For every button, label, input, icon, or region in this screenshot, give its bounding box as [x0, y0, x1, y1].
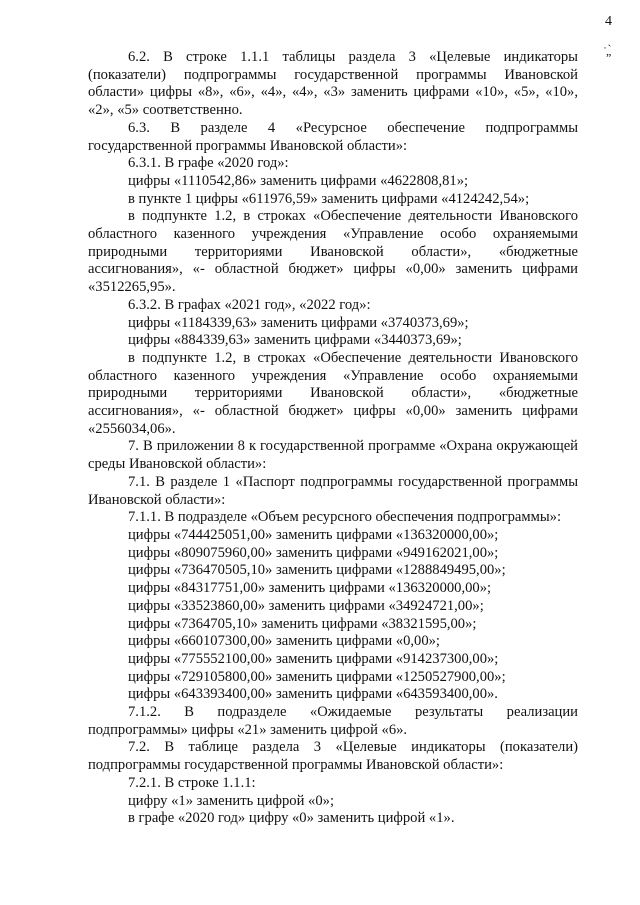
corner-mark: ˙„̀	[603, 44, 611, 58]
list-item: цифры «1184339,63» заменить цифрами «3740373,69»;	[128, 314, 469, 331]
list-item: цифру «1» заменить цифрой «0»;	[128, 792, 334, 809]
paragraph-7-1-1: 7.1.1. В подразделе «Объем ресурсного обеспечения подпрограммы»:	[128, 509, 562, 526]
list-item: цифры «660107300,00» заменить цифрами «0,00»;	[128, 633, 440, 650]
list-item: цифры «7364705,10» заменить цифрами «38321595,00»;	[128, 615, 477, 632]
paragraph-7-1: 7.1. В разделе 1 «Паспорт подпрограммы государственной программы Ивановской области»:	[88, 473, 578, 508]
list-item: цифры «33523860,00» заменить цифрами «34924721,00»;	[128, 597, 484, 614]
document-body	[88, 49, 578, 828]
list-item: в пункте 1 цифры «611976,59» заменить цифрами «4124242,54»;	[128, 190, 530, 207]
paragraph-7-2-1: 7.2.1. В строке 1.1.1:	[128, 774, 256, 791]
list-item: цифры «884339,63» заменить цифрами «3440373,69»;	[128, 332, 462, 349]
paragraph-7-2: 7.2. В таблице раздела 3 «Целевые индикаторы (показатели) подпрограммы государственной программы Ивановской области»:	[88, 739, 578, 774]
paragraph-7-1-2: 7.1.2. В подразделе «Ожидаемые результаты реализации подпрограммы» цифры «21» заменить цифрой «6».	[88, 704, 578, 738]
paragraph-6-2: 6.2. В строке 1.1.1 таблицы раздела 3 «Целевые индикаторы (показатели) подпрограммы государственной программы Ивановской области» цифры «8», «6», «4», «4», «3» заменить цифрами «10», «5», «10», «2», «5» соответственно.	[88, 49, 578, 119]
list-item: цифры «643393400,00» заменить цифрами «643593400,00».	[128, 686, 498, 703]
paragraph-6-3-1: 6.3.1. В графе «2020 год»:	[128, 155, 289, 172]
list-item: в графе «2020 год» цифру «0» заменить цифрой «1».	[128, 810, 455, 827]
paragraph-subpoint-1-2: в подпункте 1.2, в строках «Обеспечение деятельности Ивановского областного казенного учреждения «Управление особо охраняемыми природными территориями Ивановской области», «бюджетные ассигнования», «- областной бюджет» цифры «0,00» заменить цифрами «3512265,95».	[88, 208, 578, 296]
list-item: цифры «84317751,00» заменить цифрами «136320000,00»;	[128, 580, 492, 597]
list-item: цифры «809075960,00» заменить цифрами «949162021,00»;	[128, 544, 499, 561]
paragraph-7: 7. В приложении 8 к государственной программе «Охрана окружающей среды Ивановской области»:	[88, 438, 578, 473]
list-item: цифры «775552100,00» заменить цифрами «914237300,00»;	[128, 650, 499, 667]
paragraph-6-3: 6.3. В разделе 4 «Ресурсное обеспечение подпрограммы государственной программы Ивановской области»:	[88, 119, 578, 154]
page-number: 4	[605, 14, 612, 29]
list-item: цифры «729105800,00» заменить цифрами «1250527900,00»;	[128, 668, 506, 685]
list-item: цифры «1110542,86» заменить цифрами «4622808,81»;	[128, 172, 469, 189]
paragraph-6-3-2: 6.3.2. В графах «2021 год», «2022 год»:	[128, 296, 371, 313]
list-item: цифры «744425051,00» заменить цифрами «136320000,00»;	[128, 526, 499, 543]
paragraph-subpoint-1-2: в подпункте 1.2, в строках «Обеспечение деятельности Ивановского областного казенного учреждения «Управление особо охраняемыми природными территориями Ивановской области», «бюджетные ассигнования», «- областной бюджет» цифры «0,00» заменить цифрами «2556034,06».	[88, 349, 578, 437]
list-item: цифры «736470505,10» заменить цифрами «1288849495,00»;	[128, 562, 506, 579]
